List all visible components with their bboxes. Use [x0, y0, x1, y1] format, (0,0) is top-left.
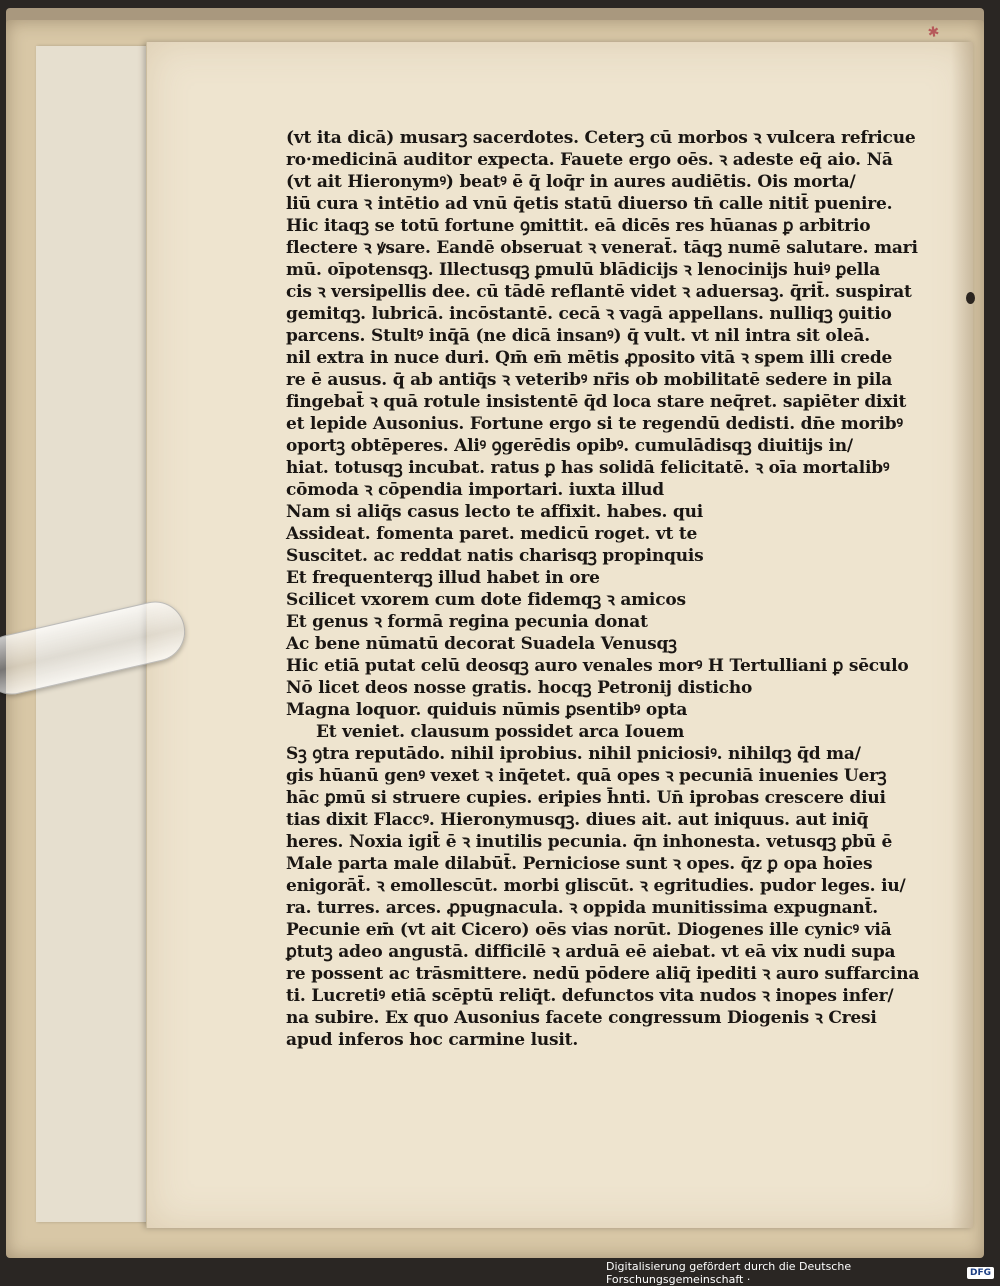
text-block: [286, 127, 920, 1051]
text-line: liū cura ꝛ intētio ad vnū q̄etis statū diuerso tn̄ calle nitit̄ puenire.: [286, 194, 893, 214]
text-line: re ē ausus. q̄ ab antiq̄s ꝛ veteribꝰ nr̄is ob mobilitatē sedere in pila: [286, 370, 893, 390]
text-line: nil extra in nuce duri. Qm̄ em̄ mētis ꝓposito vitā ꝛ spem illi crede: [286, 348, 893, 368]
text-line: na subire. Ex quo Ausonius facete congressum Diogenis ꝛ Cresi: [286, 1008, 877, 1028]
text-line: gis hūanū genꝰ vexet ꝛ inq̄etet. quā opes ꝛ pecuniā inuenies Uerꝫ: [286, 766, 887, 786]
text-line: Magna loquor. quiduis nūmis ꝑsentibꝰ opta: [286, 700, 688, 720]
text-line: et lepide Ausonius. Fortune ergo si te regendū dedisti. dn̄e moribꝰ: [286, 414, 903, 434]
text-line: hāc ꝑmū si struere cupies. eripies h̄nti. Un̄ iprobas crescere diui: [286, 788, 886, 808]
text-line: Pecunie em̄ (vt ait Cicero) oēs vias norūt. Diogenes ille cynicꝰ viā: [286, 920, 892, 940]
text-line: ꝑtutꝫ adeo angustā. difficilē ꝛ arduā eē aiebat. vt eā vix nudi supa: [286, 942, 896, 962]
text-line: flectere ꝛ ꝟsare. Eandē obseruat ꝛ venerat̄. tāqꝫ numē salutare. mari: [286, 238, 918, 258]
text-line: Male parta male dilabūt̄. Perniciose sunt ꝛ opes. q̄z ꝑ opa hoīes: [286, 854, 873, 874]
text-line: hiat. totusqꝫ incubat. ratus ꝑ has solidā felicitatē. ꝛ oīa mortalibꝰ: [286, 458, 890, 478]
text-line: ti. Lucretiꝰ etiā scēptū reliq̄t. defunctos vita nudos ꝛ inopes infer/: [286, 986, 894, 1006]
text-line: fingebat̄ ꝛ quā rotule insistentē q̄d loca stare neq̄ret. sapiēter dixit: [286, 392, 907, 412]
text-line: ra. turres. arces. ꝓpugnacula. ꝛ oppida munitissima expugnant̄.: [286, 898, 878, 918]
text-line: Et veniet. clausum possidet arca Iouem: [316, 722, 685, 742]
digitization-footer: [606, 1260, 994, 1286]
text-line: ro·medicinā auditor expecta. Fauete ergo oēs. ꝛ adeste eq̄ aio. Nā: [286, 150, 893, 170]
text-line: gemitqꝫ. lubricā. incōstantē. cecā ꝛ vagā appellans. nulliqꝫ ꝯuitio: [286, 304, 892, 324]
text-line: (vt ita dicā) musarꝫ sacerdotes. Ceterꝫ cū morbos ꝛ vulcera refricue: [286, 128, 916, 148]
text-line: Nam si aliq̄s casus lecto te affixit. habes. qui: [286, 502, 703, 522]
text-line: parcens. Stultꝰ inq̄ā (ne dicā insanꝰ) q̄ vult. vt nil intra sit oleā.: [286, 326, 870, 346]
text-line: enigorāt̄. ꝛ emollescūt. morbi gliscūt. ꝛ egritudies. pudor leges. iu/: [286, 876, 906, 896]
text-line: Hic etiā putat celū deosqꝫ auro venales morꝰ H Tertulliani ꝑ sēculo: [286, 656, 909, 676]
text-line: apud inferos hoc carmine lusit.: [286, 1030, 579, 1050]
text-line: Et genus ꝛ formā regina pecunia donat: [286, 612, 648, 632]
text-line: Sꝫ ꝯtra reputādo. nihil iprobius. nihil pniciosiꝰ. nihilqꝫ q̄d ma/: [286, 744, 861, 764]
text-line: Suscitet. ac reddat natis charisqꝫ propinquis: [286, 546, 704, 566]
footer-credit: Digitalisierung gefördert durch die Deutsche Forschungsgemeinschaft ·: [606, 1260, 852, 1286]
text-line: tias dixit Flaccꝰ. Hieronymusqꝫ. diues ait. aut iniquus. aut iniq̄: [286, 810, 869, 830]
text-line: (vt ait Hieronymꝰ) beatꝰ ē q̄ loq̄r in aures audiētis. Ois morta/: [286, 172, 856, 192]
red-stamp-mark: ✱: [926, 23, 941, 42]
text-line: heres. Noxia igit̄ ē ꝛ inutilis pecunia. q̄n inhonesta. vetusqꝫ ꝑbū ē: [286, 832, 893, 852]
text-line: Scilicet vxorem cum dote fidemqꝫ ꝛ amicos: [286, 590, 686, 610]
page-edge-shadow: [951, 42, 973, 1228]
text-line: re possent ac trāsmittere. nedū pōdere aliq̄ ipediti ꝛ auro suffarcina: [286, 964, 920, 984]
text-line: mū. oīpotensqꝫ. Illectusqꝫ ꝑmulū blādicijs ꝛ lenocinijs huiꝰ ꝑella: [286, 260, 881, 280]
text-line: Ac bene nūmatū decorat Suadela Venusqꝫ: [286, 634, 677, 654]
text-line: oportꝫ obtēperes. Aliꝰ ꝯgerēdis opibꝰ. cumulādisqꝫ diuitijs in/: [286, 436, 853, 456]
text-line: Hic itaqꝫ se totū fortune ꝯmittit. eā dicēs res hūanas ꝑ arbitrio: [286, 216, 871, 236]
text-line: cōmoda ꝛ cōpendia importari. iuxta illud: [286, 480, 664, 500]
page-hole: [966, 292, 975, 304]
text-line: Nō licet deos nosse gratis. hocqꝫ Petronij disticho: [286, 678, 753, 698]
text-line: cis ꝛ versipellis dee. cū tādē reflantē videt ꝛ aduersaꝫ. q̄rit̄. suspirat: [286, 282, 912, 302]
text-line: Assideat. fomenta paret. medicū roget. vt te: [286, 524, 698, 544]
dfg-logo-icon: DFG: [967, 1267, 994, 1279]
text-line: Et frequenterqꝫ illud habet in ore: [286, 568, 600, 588]
